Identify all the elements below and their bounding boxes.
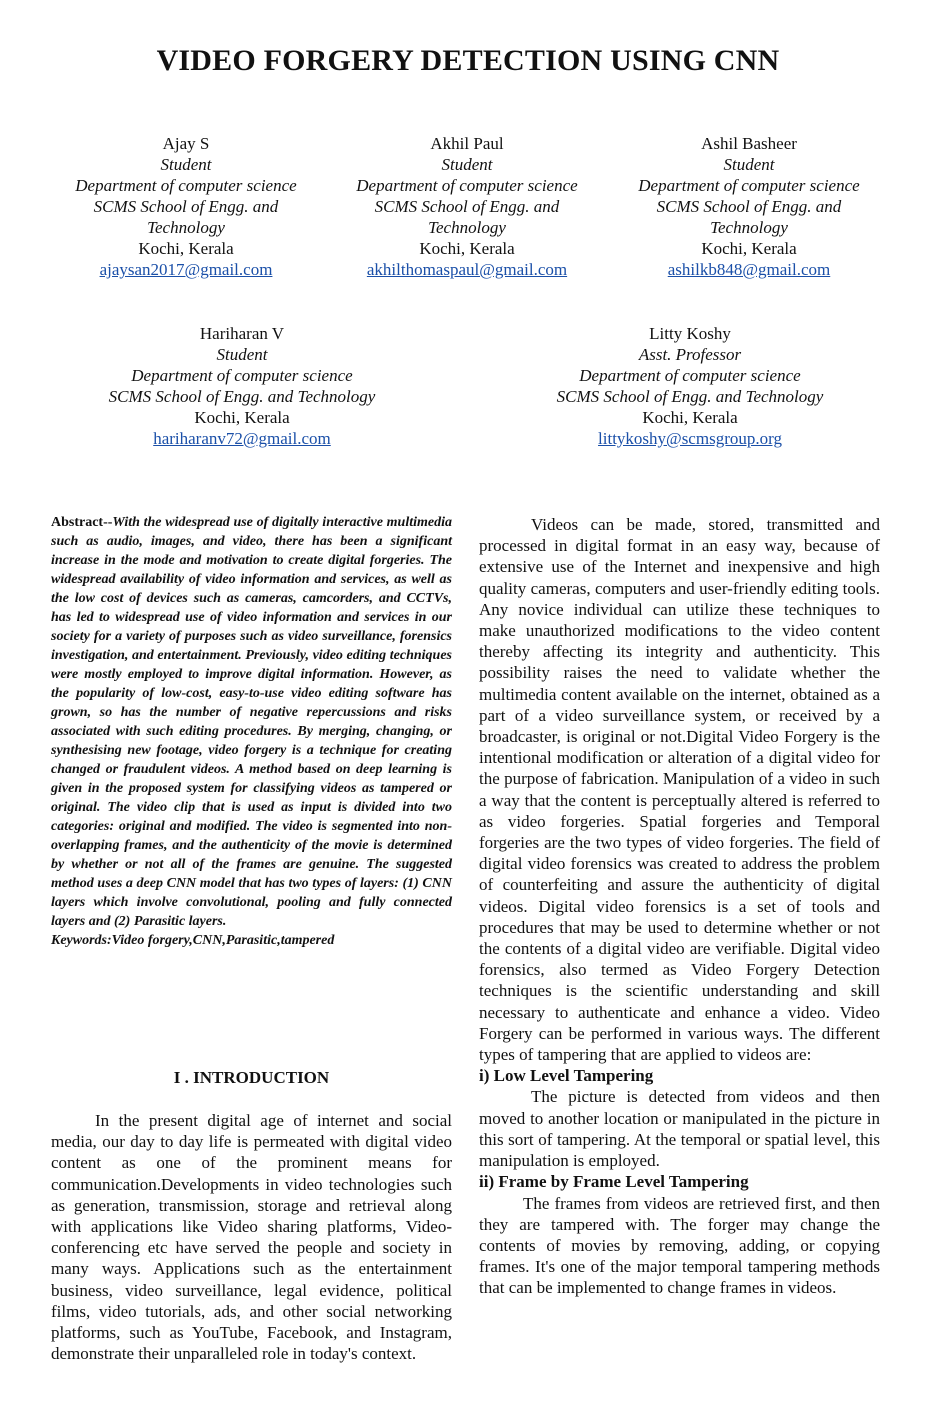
low-level-text: The picture is detected from videos and then moved to another location or manipulated in the picture in this sort of tampering. At the temporal or spatial level, this manipulation is employed. bbox=[479, 1087, 880, 1171]
author-name: Hariharan V bbox=[199, 324, 285, 343]
abstract-text: With the widespread use of digitally interactive multimedia such as audio, images, and video, there has been a significant increase in the mode and motivation to create digital forgeries. The widespread availability of video information and services, as well as the low cost of devices such as cameras, camcorders, and CCTVs, has led to widespread use of video information and services in our society for a variety of purposes such as video surveillance, forensics investigation, and entertainment. Previously, video editing techniques were mostly employed to improve digital information. However, as the popularity of low-cost, easy-to-use video editing software has grown, so has the number of negative repercussions and risks associated with such editing procedures. By merging, changing, or synthesising new footage, video forgery is a technique for creating changed or fraudulent videos. A method based on deep learning is given in the proposed system for classifying videos as tampered or original. The video clip that is used as input is divided into two categories: original and modified. The video is segmented into non-overlapping frames, and the authenticity of the movie is determined by whether or not all of the frames are genuine. The suggested method uses a deep CNN model that has two types of layers: (1) CNN layers which involve convolutional, pooling and fully connected layers and (2) Parasitic layers. bbox=[51, 515, 452, 929]
author-institution: SCMS School of Engg. and bbox=[93, 197, 279, 216]
author-location: Kochi, Kerala bbox=[642, 408, 738, 427]
intro-paragraph: In the present digital age of internet and social media, our day to day life is permeated with digital video content as one of the prominent means for communication.Developments in video technologies such as generation, transmission, storage and retrieval along with applications like Video sharing platforms, Video-conferencing etc have served the people and society in many ways. Applications such as the entertainment business, video surveillance, legal evidence, political films, video tutorials, ads, and other social networking platforms, such as YouTube, Facebook, and Instagram, demonstrate their unparalleled role in today's context. bbox=[51, 1111, 452, 1364]
abstract-label: Abstract-- bbox=[51, 515, 113, 530]
subsection-heading-low-level: i) Low Level Tampering bbox=[479, 1066, 654, 1086]
author-institution-cont: Technology bbox=[428, 218, 506, 237]
author-location: Kochi, Kerala bbox=[138, 239, 234, 258]
paper-title: VIDEO FORGERY DETECTION USING CNN bbox=[156, 44, 780, 77]
author-email-link[interactable]: ashilkb848@gmail.com bbox=[667, 260, 831, 279]
right-column bbox=[479, 514, 880, 1299]
author-name: Akhil Paul bbox=[430, 134, 504, 153]
author-department: Department of computer science bbox=[356, 176, 578, 195]
author-email-link[interactable]: ajaysan2017@gmail.com bbox=[99, 260, 273, 279]
author-institution: SCMS School of Engg. and Technology bbox=[108, 387, 376, 406]
author-block-2 bbox=[336, 133, 598, 280]
author-email-link[interactable]: littykoshy@scmsgroup.org bbox=[598, 429, 782, 448]
author-block-1 bbox=[55, 133, 317, 280]
author-location: Kochi, Kerala bbox=[194, 408, 290, 427]
author-role: Student bbox=[723, 155, 775, 174]
author-department: Department of computer science bbox=[131, 366, 353, 385]
author-block-4 bbox=[80, 323, 404, 449]
subsection-heading-frame-level: ii) Frame by Frame Level Tampering bbox=[479, 1172, 749, 1192]
author-department: Department of computer science bbox=[579, 366, 801, 385]
author-email-link[interactable]: hariharanv72@gmail.com bbox=[153, 429, 331, 448]
author-institution: SCMS School of Engg. and bbox=[656, 197, 842, 216]
author-institution: SCMS School of Engg. and bbox=[374, 197, 560, 216]
author-block-3 bbox=[618, 133, 880, 280]
author-location: Kochi, Kerala bbox=[701, 239, 797, 258]
author-name: Litty Koshy bbox=[649, 324, 731, 343]
right-paragraph: Videos can be made, stored, transmitted and processed in digital format in an easy way, because of extensive use of the Internet and inexpensive and high quality cameras, computers and user-friendly editing tools. Any novice individual can utilize these techniques to make unauthorized modifications to the video content thereby affecting its integrity and authenticity. This possibility raises the need to validate whether the multimedia content available on the internet, obtained as a part of a video surveillance system, or received by a broadcaster, is original or not.Digital Video Forgery is the intentional modification or alteration of a digital video for the purpose of fabrication. Manipulation of a video in such a way that the content is perceptually altered is referred to as video forgeries. Spatial forgeries and Temporal forgeries are the two types of video forgeries. The field of digital video forensics was created to address the problem of counterfeiting and assure the authenticity of digital videos. Digital video forensics is a set of tools and procedures that may be used to determine whether or not the contents of a digital video are verifiable. Digital video forensics, also termed as Video Forgery Detection techniques is the scientific understanding and skill necessary to authenticate and enhance a video. Video Forgery can be performed in various ways. The different types of tampering that are applied to videos are: bbox=[479, 515, 880, 1065]
frame-level-text: The frames from videos are retrieved first, and then they are tampered with. The forger may change the contents of movies by removing, adding, or copying frames. It's one of the major temporal tampering methods that can be implemented to change frames in videos. bbox=[479, 1193, 880, 1298]
author-email-link[interactable]: akhilthomaspaul@gmail.com bbox=[366, 260, 568, 279]
section-heading-introduction: I . INTRODUCTION bbox=[173, 1068, 330, 1087]
author-department: Department of computer science bbox=[75, 176, 297, 195]
abstract-section bbox=[51, 513, 452, 950]
author-role: Student bbox=[216, 345, 268, 364]
author-department: Department of computer science bbox=[638, 176, 860, 195]
author-role: Asst. Professor bbox=[638, 345, 742, 364]
author-name: Ajay S bbox=[162, 134, 210, 153]
author-role: Student bbox=[160, 155, 212, 174]
author-role: Student bbox=[441, 155, 493, 174]
author-location: Kochi, Kerala bbox=[419, 239, 515, 258]
author-name: Ashil Basheer bbox=[701, 134, 797, 153]
introduction-body bbox=[51, 1110, 452, 1364]
author-institution-cont: Technology bbox=[710, 218, 788, 237]
author-institution-cont: Technology bbox=[147, 218, 225, 237]
author-block-5 bbox=[528, 323, 852, 449]
author-institution: SCMS School of Engg. and Technology bbox=[556, 387, 824, 406]
keywords-line: Keywords:Video forgery,CNN,Parasitic,tampered bbox=[51, 933, 335, 948]
